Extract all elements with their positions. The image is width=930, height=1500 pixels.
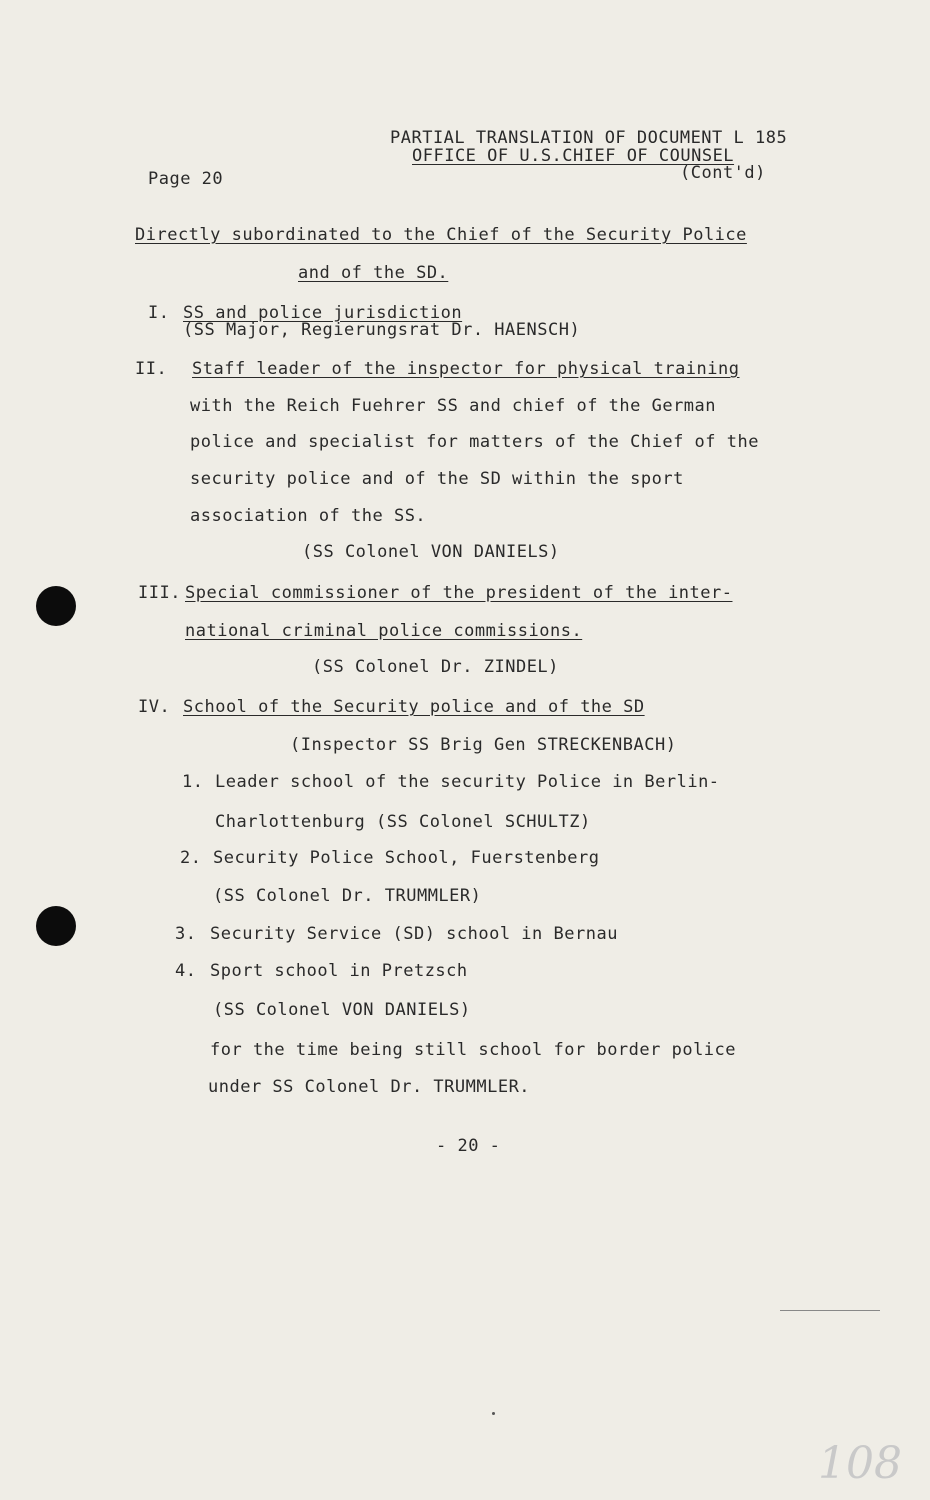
sub-item-number: 4. [175, 961, 197, 981]
pencil-mark [780, 1310, 880, 1311]
sub-item-1: Leader school of the security Police in Berlin- [215, 772, 720, 792]
sub-item-4-person: (SS Colonel VON DANIELS) [213, 1000, 471, 1020]
item-ii-person: (SS Colonel VON DANIELS) [302, 542, 560, 562]
section-title-cont: and of the SD. [298, 263, 449, 283]
sub-item-1-cont: Charlottenburg (SS Colonel SCHULTZ) [215, 812, 591, 832]
handwritten-number: 108 [818, 1438, 902, 1489]
sub-item-3: Security Service (SD) school in Bernau [210, 924, 618, 944]
sub-item-4-note-cont: under SS Colonel Dr. TRUMMLER. [208, 1077, 531, 1097]
binder-hole [36, 906, 76, 946]
item-iii-heading-cont: national criminal police commissions. [185, 621, 583, 641]
sub-item-number: 2. [180, 848, 202, 868]
sub-item-number: 1. [182, 772, 204, 792]
ink-dot [492, 1412, 495, 1415]
item-ii-line: police and specialist for matters of the Chief of the [190, 432, 759, 452]
item-iii-person: (SS Colonel Dr. ZINDEL) [312, 657, 559, 677]
item-ii-line: with the Reich Fuehrer SS and chief of the German [190, 396, 717, 416]
item-ii-numeral: II. [135, 359, 168, 379]
item-iii-numeral: III. [138, 583, 181, 603]
sub-item-2: Security Police School, Fuerstenberg [213, 848, 600, 868]
item-i-numeral: I. [148, 303, 170, 323]
header-contd: (Cont'd) [680, 163, 766, 183]
item-iv-numeral: IV. [138, 697, 171, 717]
item-ii-line: security police and of the SD within the sport [190, 469, 684, 489]
binder-hole [36, 586, 76, 626]
page-label: Page 20 [148, 169, 224, 189]
sub-item-number: 3. [175, 924, 197, 944]
item-i-heading: SS and police jurisdiction [183, 303, 463, 323]
page-number: - 20 - [436, 1136, 501, 1156]
header-office: OFFICE OF U.S.CHIEF OF COUNSEL [412, 146, 735, 166]
header-title: PARTIAL TRANSLATION OF DOCUMENT L 185 [390, 128, 788, 148]
item-ii-line: association of the SS. [190, 506, 427, 526]
item-iii-heading: Special commissioner of the president of the inter- [185, 583, 733, 603]
sub-item-2-cont: (SS Colonel Dr. TRUMMLER) [213, 886, 482, 906]
sub-item-4: Sport school in Pretzsch [210, 961, 468, 981]
sub-item-4-note: for the time being still school for border police [210, 1040, 737, 1060]
item-ii-heading: Staff leader of the inspector for physical training [192, 359, 740, 379]
item-iv-person: (Inspector SS Brig Gen STRECKENBACH) [290, 735, 677, 755]
section-title: Directly subordinated to the Chief of the Security Police [135, 225, 747, 245]
item-iv-heading: School of the Security police and of the SD [183, 697, 645, 717]
item-i-detail: (SS Major, Regierungsrat Dr. HAENSCH) [183, 320, 581, 340]
